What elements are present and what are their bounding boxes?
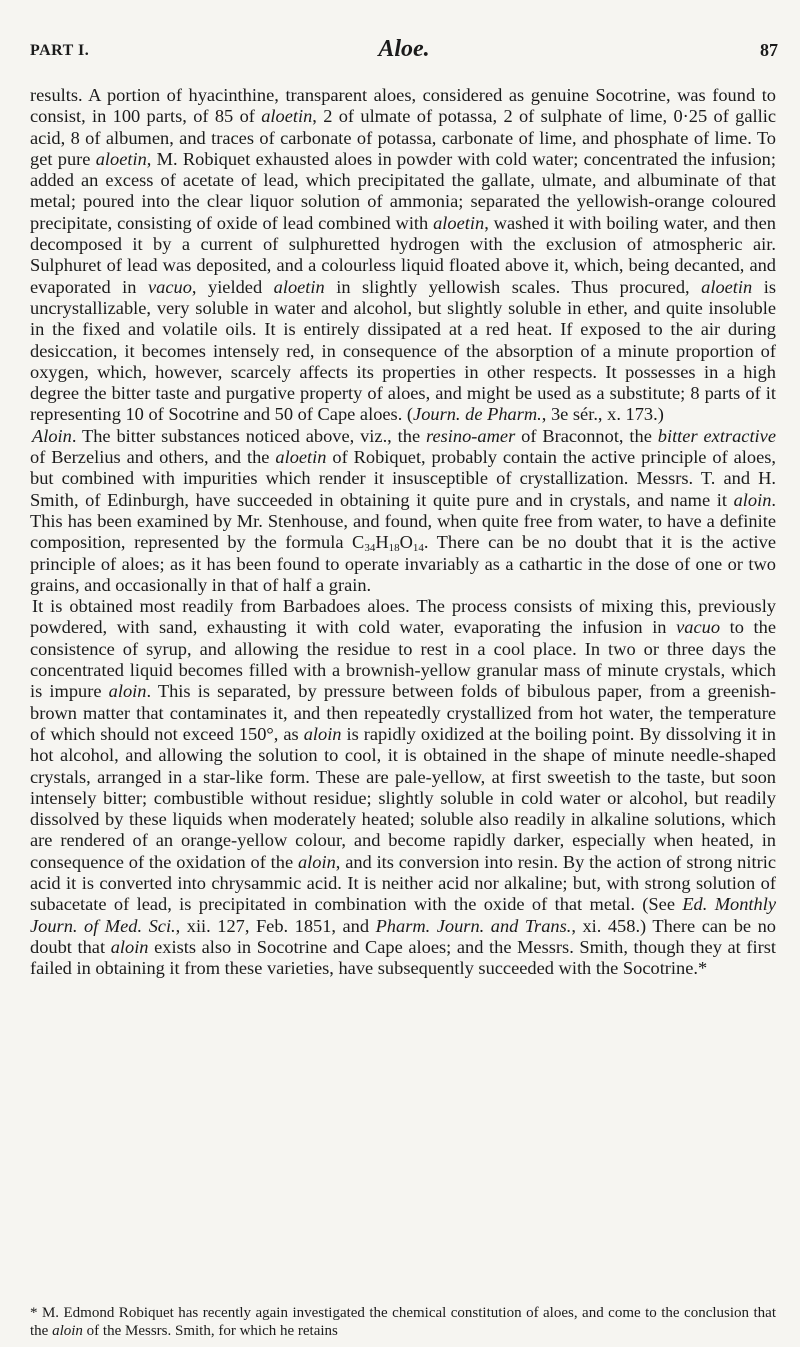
page-number: 87 [760, 40, 778, 60]
page-title: Aloe. [378, 36, 430, 62]
part-label: PART I. [30, 42, 90, 59]
main-text [30, 85, 776, 979]
paragraph: It is obtained most readily from Barbadoes aloes. The process consists of mixing this, previously powdered, with sand, exhausting it with cold water, evaporating the infusion in vacuo to the consistence of syrup, and allowing the residue to rest in a cool place. In two or three days the concentrated liquid becomes filled with a brownish-yellow granular mass of minute crystals, which is impure aloin. This is separated, by pressure between folds of bibulous paper, from a greenish-brown matter that contaminates it, and then repeatedly crystallized from hot water, the temperature of which should not exceed 150°, as aloin is rapidly oxidized at the boiling point. By dissolving it in hot alcohol, and allowing the solution to cool, it is obtained in the shape of minute needle-shaped crystals, arranged in a star-like form. These are pale-yellow, at first sweetish to the taste, but soon intensely bitter; combustible without residue; slightly soluble in cold water or alcohol, but readily dissolved by these liquids when moderately heated; soluble also readily in alkaline solutions, which are rendered of an orange-yellow colour, and become rapidly darker, especially when heated, in consequence of the oxidation of the aloin, and its conversion into resin. By the action of strong nitric acid it is converted into chrysammic acid. It is neither acid nor alkaline; but, with strong solution of subacetate of lead, is precipitated in combination with the oxide of that metal. (See Ed. Monthly Journ. of Med. Sci., xii. 127, Feb. 1851, and Pharm. Journ. and Trans., xi. 458.) There can be no doubt that aloin exists also in Socotrine and Cape aloes; and the Messrs. Smith, though they at first failed in obtaining it from these varieties, have subsequently succeeded with the Socotrine.* [30, 596, 776, 979]
paragraph: Aloin. The bitter substances noticed above, viz., the resino-amer of Braconnot, the bitter extractive of Berzelius and others, and the aloetin of Robiquet, probably contain the active principle of aloes, but combined with impurities which render it insusceptible of crystallization. Messrs. T. and H. Smith, of Edinburgh, have succeeded in obtaining it quite pure and in crystals, and name it aloin. This has been examined by Mr. Stenhouse, and found, when quite free from water, to have a definite composition, represented by the formula $C_{34}H_{18}O_{14}$. There can be no doubt that it is the active principle of aloes; as it has been found to operate invariably as a cathartic in the dose of one or two grains, and occasionally in that of half a grain. [30, 425, 776, 595]
paragraph: results. A portion of hyacinthine, transparent aloes, considered as genuine Socotrine, was found to consist, in 100 parts, of 85 of aloetin, 2 of ulmate of potassa, 2 of sulphate of lime, 0·25 of gallic acid, 8 of albumen, and traces of carbonate of potassa, carbonate of lime, and phosphate of lime. To get pure aloetin, M. Robiquet exhausted aloes in powder with cold water; concentrated the infusion; added an excess of acetate of lead, which precipitated the gallate, ulmate, and albuminate of that metal; poured into the clear liquor solution of ammonia; separated the yellowish-orange coloured precipitate, consisting of oxide of lead combined with aloetin, washed it with boiling water, and then decomposed it by a current of sulphuretted hydrogen with the exclusion of atmospheric air. Sulphuret of lead was deposited, and a colourless liquid floated above it, which, being decanted, and evaporated in vacuo, yielded aloetin in slightly yellowish scales. Thus procured, aloetin is uncrystallizable, very soluble in water and alcohol, but slightly soluble in ether, and quite insoluble in the fixed and volatile oils. It is entirely dissipated at a red heat. If exposed to the air during desiccation, it becomes intensely red, in consequence of the absorption of a minute proportion of oxygen, which, however, scarcely affects its properties in other respects. It possesses in a high degree the bitter taste and purgative property of aloes, and might be used as a substitute; 8 parts of it representing 10 of Socotrine and 50 of Cape aloes. (Journ. de Pharm., 3e sér., x. 173.) [30, 85, 776, 425]
footnote [30, 1304, 776, 1340]
footnote-text: * M. Edmond Robiquet has recently again investigated the chemical constitution of aloes, and come to the conclusion that the aloin of the Messrs. Smith, for which he retains [30, 1305, 776, 1339]
running-header [30, 36, 778, 66]
